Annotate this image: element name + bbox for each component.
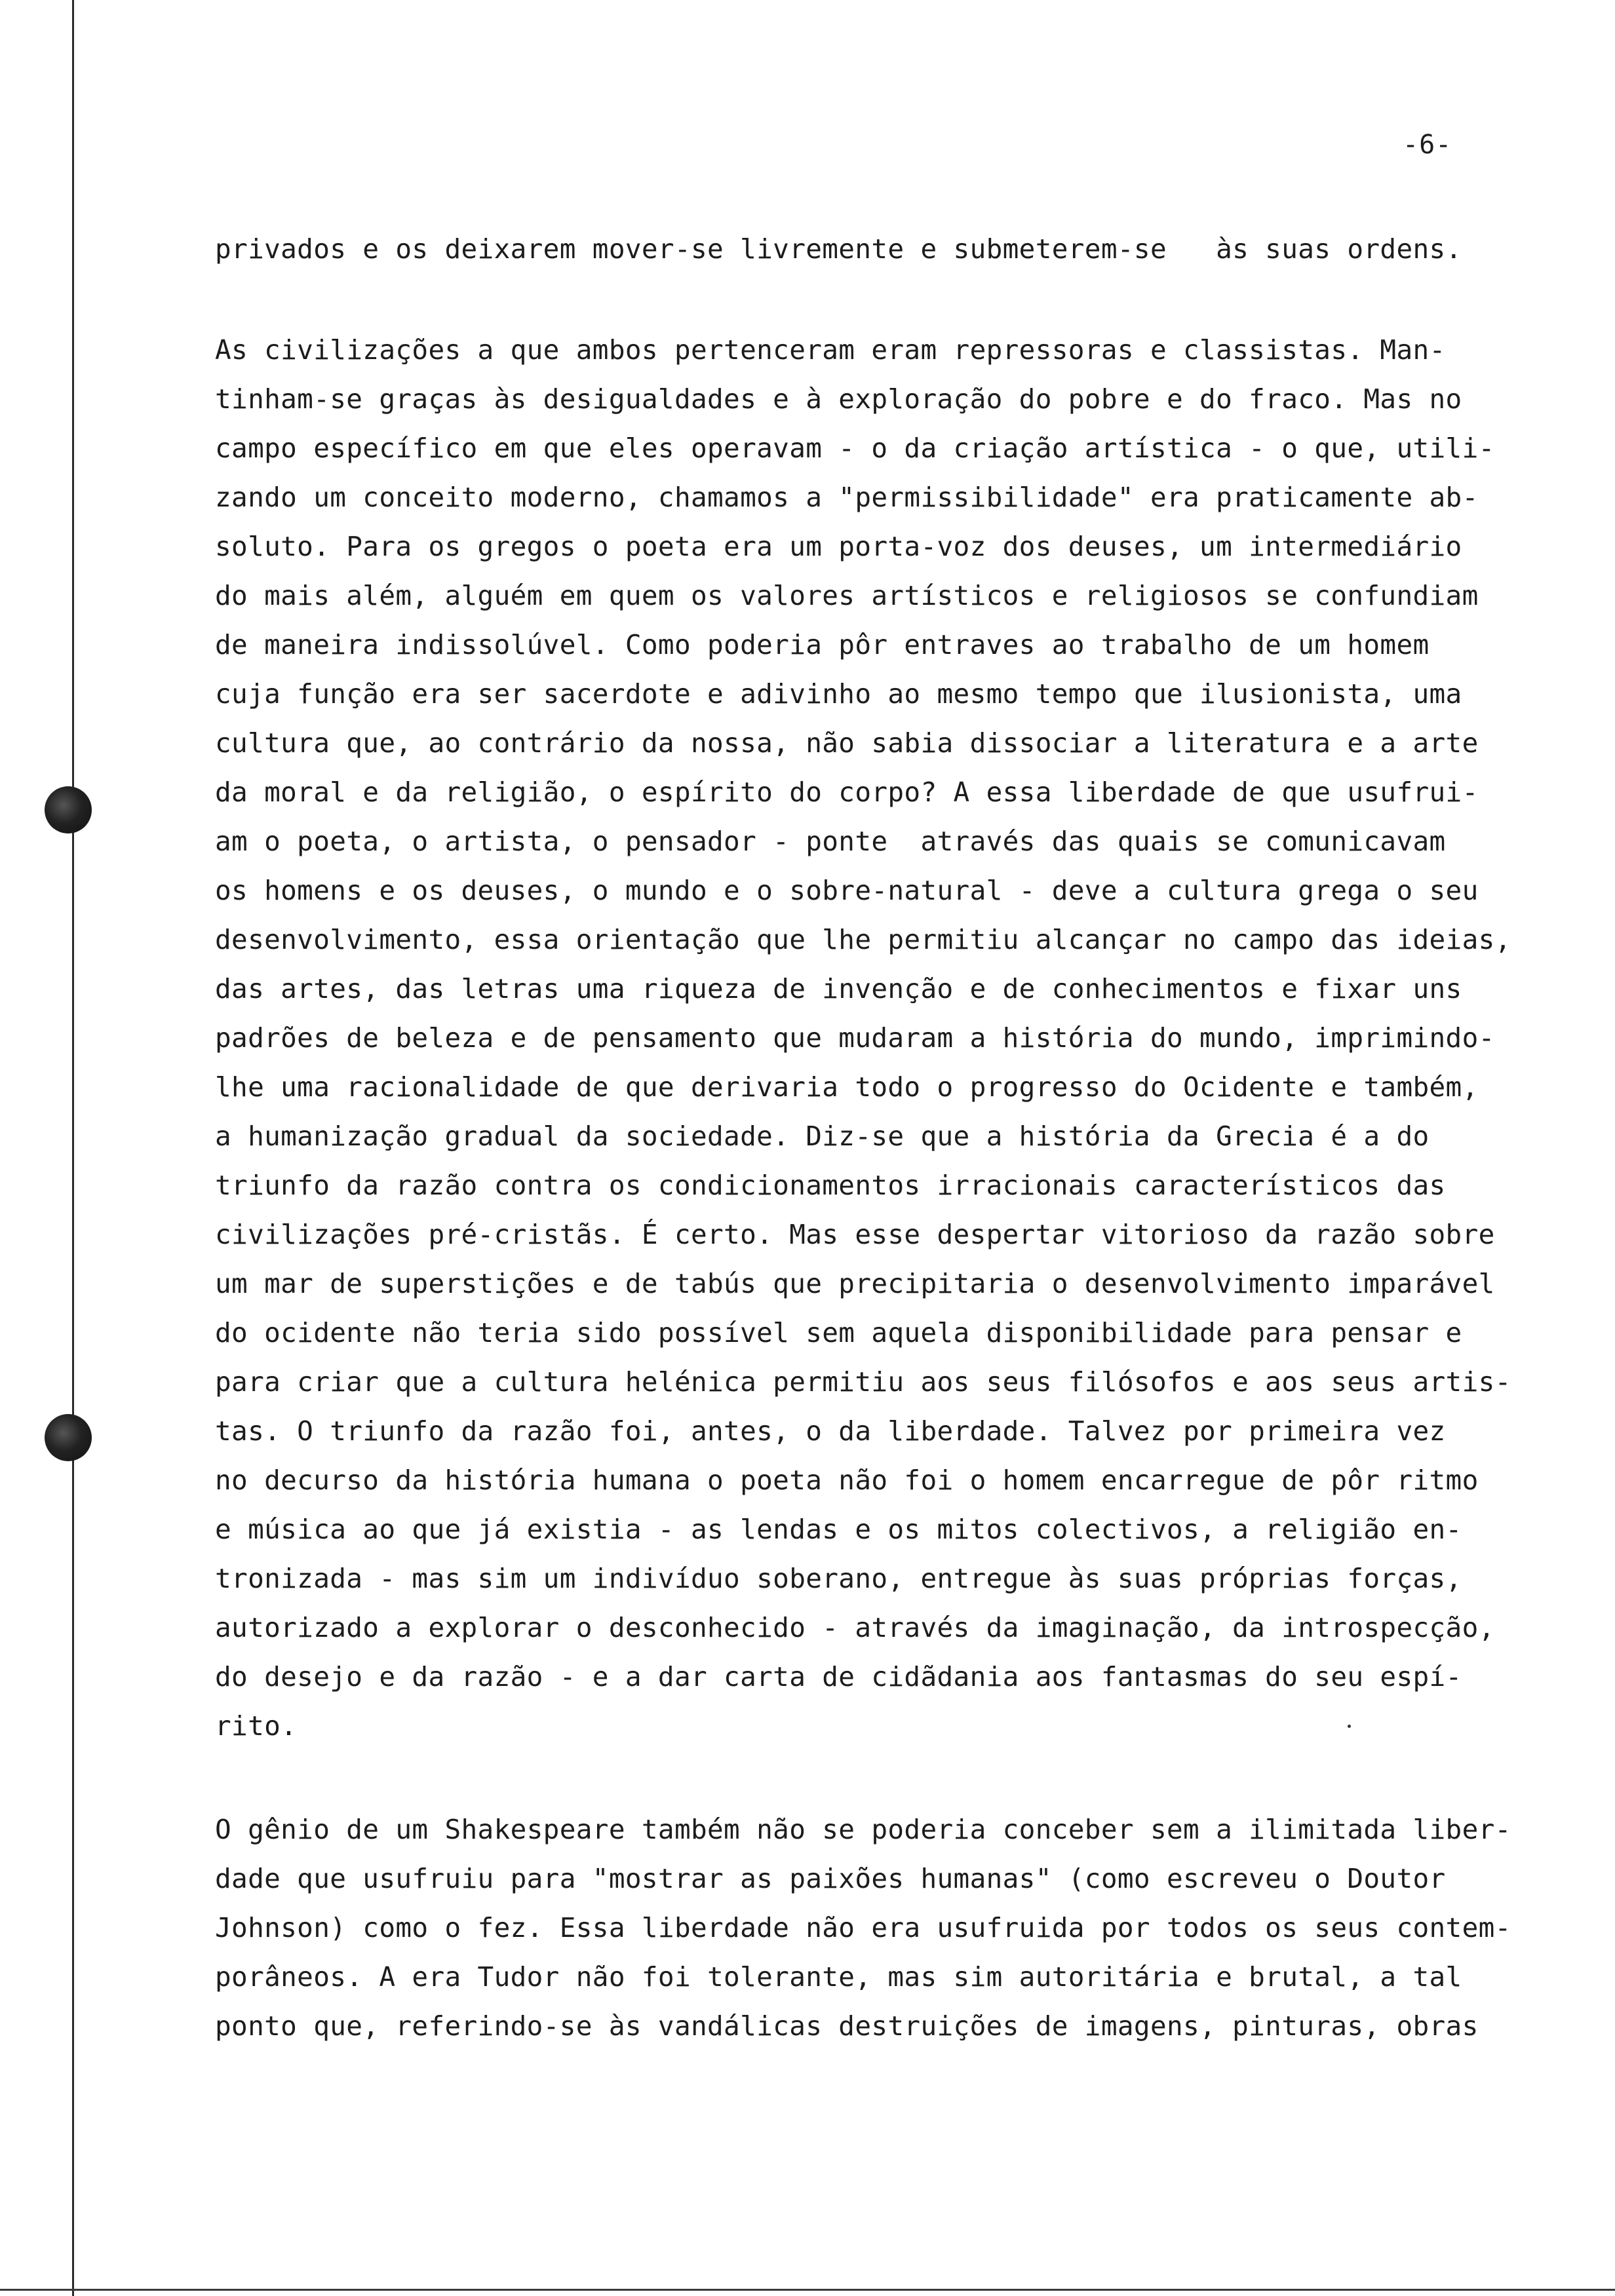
text-line: desenvolvimento, essa orientação que lhe permitiu alcançar no campo das ideias, — [215, 924, 1511, 955]
text-line: do mais além, alguém em quem os valores artísticos e religiosos se confundiam — [215, 580, 1479, 611]
text-line: tronizada - mas sim um indivíduo soberano, entregue às suas próprias forças, — [215, 1563, 1462, 1594]
text-line: autorizado a explorar o desconhecido - através da imaginação, da introspecção, — [215, 1612, 1495, 1643]
text-line: no decurso da história humana o poeta não foi o homem encarregue de pôr ritmo — [215, 1464, 1479, 1496]
paragraph-shakespeare — [215, 1805, 1511, 2051]
margin-rule — [72, 0, 74, 2296]
text-line: tas. O triunfo da razão foi, antes, o da liberdade. Talvez por primeira vez — [215, 1415, 1446, 1447]
text-line: As civilizações a que ambos pertenceram eram repressoras e classistas. Man- — [215, 334, 1446, 366]
text-line: O gênio de um Shakespeare também não se poderia conceber sem a ilimitada liber- — [215, 1814, 1511, 1845]
text-line: cultura que, ao contrário da nossa, não sabia dissociar a literatura e a arte — [215, 727, 1479, 759]
text-line: das artes, das letras uma riqueza de invenção e de conhecimentos e fixar uns — [215, 973, 1462, 1004]
text-line: lhe uma racionalidade de que derivaria todo o progresso do Ocidente e também, — [215, 1071, 1479, 1103]
text-line: rito. — [215, 1710, 298, 1742]
text-line: dade que usufruiu para "mostrar as paixões humanas" (como escreveu o Doutor — [215, 1863, 1446, 1894]
paragraph-continuation — [215, 225, 1462, 274]
text-line: triunfo da razão contra os condicionamentos irracionais característicos das — [215, 1170, 1446, 1201]
punch-hole-lower — [45, 1414, 92, 1461]
punch-hole-upper — [45, 786, 92, 833]
text-line: am o poeta, o artista, o pensador - ponte através das quais se comunicavam — [215, 826, 1446, 857]
text-line: ponto que, referindo-se às vandálicas destruições de imagens, pinturas, obras — [215, 2010, 1479, 2042]
text-line: tinham-se graças às desigualdades e à exploração do pobre e do fraco. Mas no — [215, 383, 1462, 415]
text-line: privados e os deixarem mover-se livremente e submeterem-se às suas ordens. — [215, 233, 1462, 265]
bottom-rule — [0, 2289, 1615, 2291]
paragraph-civilizations — [215, 326, 1511, 1751]
text-line: padrões de beleza e de pensamento que mudaram a história do mundo, imprimindo- — [215, 1022, 1495, 1054]
text-line: Johnson) como o fez. Essa liberdade não era usufruida por todos os seus contem- — [215, 1912, 1511, 1943]
text-line: porâneos. A era Tudor não foi tolerante, mas sim autoritária e brutal, a tal — [215, 1961, 1462, 1993]
text-line: civilizações pré-cristãs. É certo. Mas esse despertar vitorioso da razão sobre — [215, 1219, 1495, 1250]
text-line: os homens e os deuses, o mundo e o sobre-natural - deve a cultura grega o seu — [215, 875, 1479, 906]
text-line: cuja função era ser sacerdote e adivinho ao mesmo tempo que ilusionista, uma — [215, 678, 1462, 710]
text-line: zando um conceito moderno, chamamos a "permissibilidade" era praticamente ab- — [215, 482, 1479, 513]
text-line: a humanização gradual da sociedade. Diz-se que a história da Grecia é a do — [215, 1120, 1430, 1152]
page-number: -6- — [1403, 130, 1452, 160]
text-line: um mar de superstições e de tabús que precipitaria o desenvolvimento imparável — [215, 1268, 1495, 1299]
text-line: soluto. Para os gregos o poeta era um porta-voz dos deuses, um intermediário — [215, 531, 1462, 562]
text-line: e música ao que já existia - as lendas e os mitos colectivos, a religião en- — [215, 1514, 1462, 1545]
text-line: da moral e da religião, o espírito do corpo? A essa liberdade de que usufrui- — [215, 776, 1479, 808]
text-line: de maneira indissolúvel. Como poderia pôr entraves ao trabalho de um homem — [215, 629, 1430, 660]
text-line: do desejo e da razão - e a dar carta de cidãdania aos fantasmas do seu espí- — [215, 1661, 1462, 1693]
text-line: do ocidente não teria sido possível sem aquela disponibilidade para pensar e — [215, 1317, 1462, 1349]
text-line: campo específico em que eles operavam - o da criação artística - o que, utili- — [215, 432, 1495, 464]
text-line: para criar que a cultura helénica permitiu aos seus filósofos e aos seus artis- — [215, 1366, 1511, 1398]
